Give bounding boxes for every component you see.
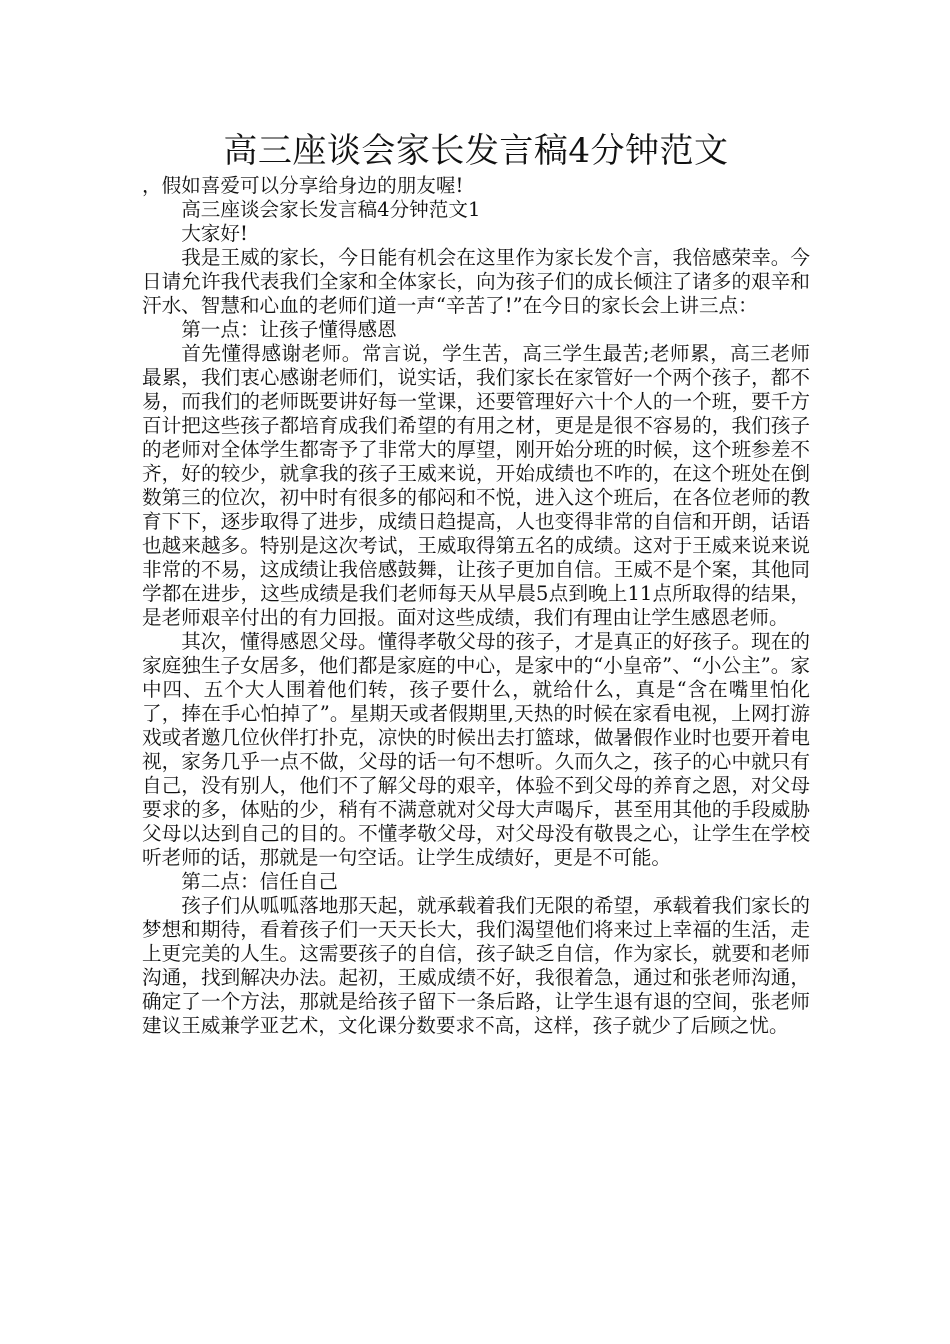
heading-point-two: 第二点：信任自己 [181,870,338,893]
paragraph-thank-teachers: 首先懂得感谢老师。常言说，学生苦，高三学生最苦;老师累，高三老师最累，我们衷心感谢老师们，说实话，我们家长在家管好一个两个孩子，都不易，而我们的老师既要讲好每一堂课，还要管理好六十个人的一个班，要千方百计把这些孩子都培育成我们希望的有用之材，更是是很不容易的，我们孩子的老师对全体学生都寄予了非常大的厚望，刚开始分班的时候，这个班参差不齐，好的较少，就拿我的孩子王威来说，开始成绩也不咋的，在这个班处在倒数第三的位次，初中时有很多的郁闷和不悦，进入这个班后，在各位老师的教育下下，逐步取得了进步，成绩日趋提高，人也变得非常的自信和开朗，话语也越来越多。特别是这次考试，王威取得第五名的成绩。这对于王威来说来说非常的不易，这成绩让我倍感鼓舞，让孩子更加自信。王威不是个案，其他同学都在进步，这些成绩是我们老师每天从早晨5点到晚上11点所取得的结果，是老师艰辛付出的有力回报。面对这些成绩，我们有理由让学生感恩老师。 [142,342,810,629]
paragraph-opening: 我是王威的家长，今日能有机会在这里作为家长发个言，我倍感荣幸。今日请允许我代表我们全家和全体家长，向为孩子们的成长倾注了诸多的艰辛和汗水、智慧和心血的老师们道一声“辛苦了!”在今日的家长会上讲三点： [142,246,810,317]
section-subtitle: 高三座谈会家长发言稿4分钟范文1 [181,198,481,221]
intro-line: ，假如喜爱可以分享给身边的朋友喔! [142,174,464,197]
greeting-line: 大家好! [181,222,248,245]
document-page [142,128,810,1038]
paragraph-thank-parents: 其次，懂得感恩父母。懂得孝敬父母的孩子，才是真正的好孩子。现在的家庭独生子女居多，他们都是家庭的中心，是家中的“小皇帝”、“小公主”。家中四、五个大人围着他们转，孩子要什么，就给什么，真是“含在嘴里怕化了，捧在手心怕掉了”。星期天或者假期里,天热的时候在家看电视，上网打游戏或者邀几位伙伴打扑克，凉快的时候出去打篮球，做暑假作业时也要开着电视，家务几乎一点不做，父母的话一句不想听。久而久之，孩子的心中就只有自己，没有别人，他们不了解父母的艰辛，体验不到父母的养育之恩，对父母要求的多，体贴的少，稍有不满意就对父母大声喝斥，甚至用其他的手段威胁父母以达到自己的目的。不懂孝敬父母，对父母没有敬畏之心，让学生在学校听老师的话，那就是一句空话。让学生成绩好，更是不可能。 [142,630,810,869]
paragraph-self-confidence: 孩子们从呱呱落地那天起，就承载着我们无限的希望，承载着我们家长的梦想和期待，看着孩子们一天天长大，我们渴望他们将来过上幸福的生活，走上更完美的人生。这需要孩子的自信，孩子缺乏自信，作为家长，就要和老师沟通，找到解决办法。起初，王威成绩不好，我很着急，通过和张老师沟通，确定了一个方法，那就是给孩子留下一条后路，让学生退有退的空间，张老师建议王威兼学亚艺术，文化课分数要求不高，这样，孩子就少了后顾之忧。 [142,894,810,1037]
document-title: 高三座谈会家长发言稿4分钟范文 [223,131,729,171]
heading-point-one: 第一点：让孩子懂得感恩 [181,318,397,341]
document-body [142,174,810,1038]
